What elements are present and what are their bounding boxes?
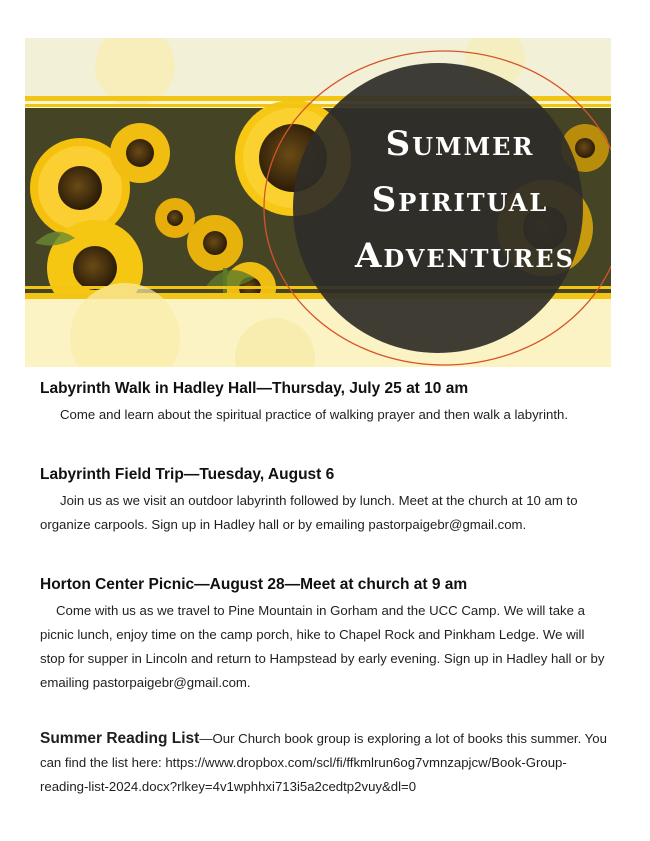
banner-title-line-1: Summer xyxy=(385,124,535,164)
event-heading: Labyrinth Field Trip—Tuesday, August 6 xyxy=(40,466,335,483)
event-labyrinth-walk xyxy=(40,380,610,427)
banner-title-line-2: Spiritual xyxy=(371,180,549,220)
reading-list-paragraph xyxy=(40,727,610,799)
event-heading: Labyrinth Walk in Hadley Hall—Thursday, July 25 at 10 am xyxy=(40,380,469,397)
event-horton-center-picnic xyxy=(40,576,610,695)
event-description xyxy=(40,599,610,695)
reading-list-heading: Summer Reading List xyxy=(40,730,200,747)
reading-list-body: —Our Church book group is exploring a lot of books this summer. You can find the list here: https://www.dropbox.com/scl/fi/ffkmlrun6og7vmnzapjcw/Book-Group-reading-list-2024.docx?rlkey=4v1wphhxi713i5a2cedtp2vuy&dl=0 xyxy=(40,731,607,794)
summer-banner xyxy=(25,38,611,367)
banner-title-line-3: Adventures xyxy=(355,236,575,276)
event-description xyxy=(40,403,610,427)
event-body-text: Come and learn about the spiritual practice of walking prayer and then walk a labyrinth. xyxy=(60,407,569,422)
event-labyrinth-field-trip xyxy=(40,466,610,537)
summer-reading-list xyxy=(40,727,610,799)
event-heading: Horton Center Picnic—August 28—Meet at church at 9 am xyxy=(40,576,468,593)
event-body-text: Come with us as we travel to Pine Mountain in Gorham and the UCC Camp. We will take a picnic lunch, enjoy time on the camp porch, hike to Chapel Rock and Pinkham Ledge. We will stop for supper in Lincoln and return to Hampstead by early evening. Sign up in Hadley hall or by emailing pastorpaigebr@gmail.com. xyxy=(40,603,605,690)
banner-title xyxy=(355,116,575,284)
event-description xyxy=(40,489,610,537)
event-body-text: Join us as we visit an outdoor labyrinth followed by lunch. Meet at the church at 10 am to organize carpools. Sign up in Hadley hall or by emailing pastorpaigebr@gmail.com. xyxy=(40,493,578,532)
